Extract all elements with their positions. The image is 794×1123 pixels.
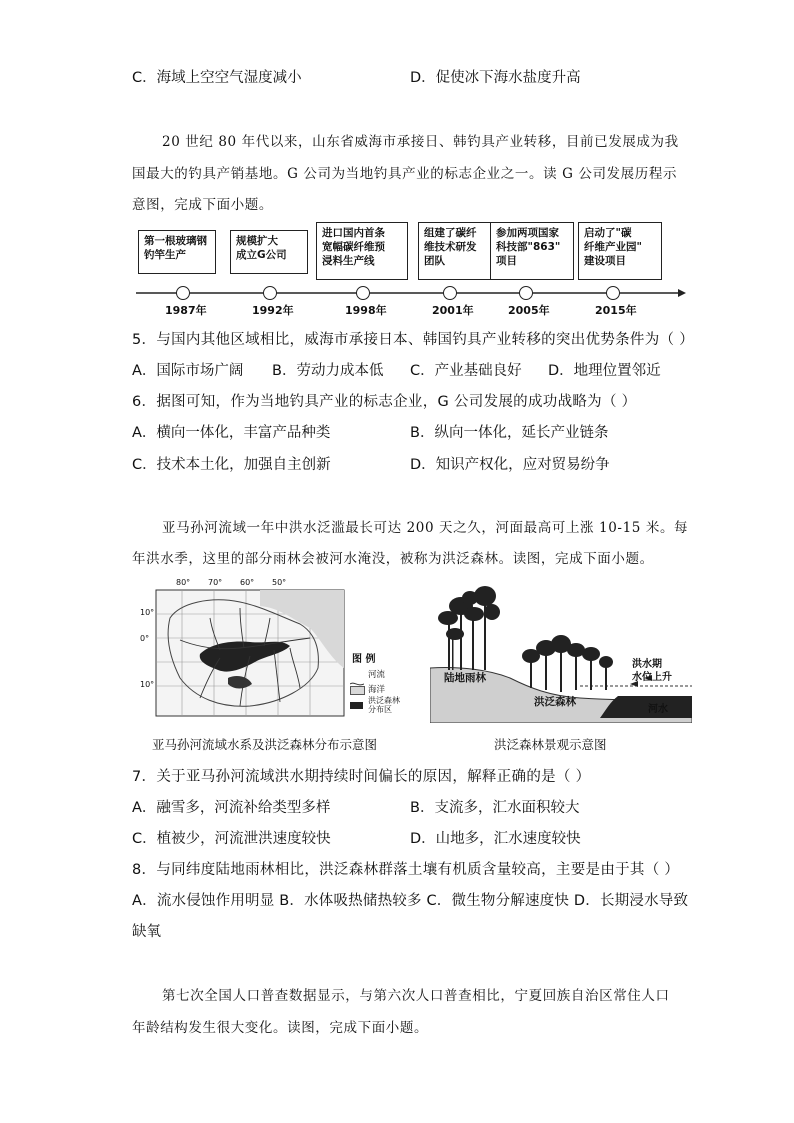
option-d: D．促使冰下海水盐度升高 [410, 70, 581, 86]
timeline-event-text: 建设项目 [584, 255, 626, 267]
option-c: C．海域上空空气湿度减小 [132, 70, 302, 86]
timeline-node [519, 286, 533, 300]
amazon-map [140, 578, 400, 720]
map-longitude-label: 50° [272, 578, 287, 587]
flood-forest-landscape [430, 578, 692, 723]
label-flood-period-line2: 水位上升 [632, 672, 672, 683]
timeline-event-box [578, 222, 662, 280]
timeline-year: 1987年 [165, 304, 207, 317]
legend-forest-label-line2: 分布区 [368, 705, 392, 714]
map-longitude-label: 60° [240, 578, 255, 587]
question-5-stem: 5．与国内其他区域相比，威海市承接日本、韩国钓具产业转移的突出优势条件为（ ） [132, 332, 695, 348]
timeline-year: 2001年 [432, 304, 474, 317]
timeline-event-text: 规模扩大 [236, 235, 278, 247]
timeline-node [606, 286, 620, 300]
question-6-stem: 6．据图可知，作为当地钓具产业的标志企业，G 公司发展的成功战略为（ ） [132, 394, 637, 410]
timeline-figure [130, 222, 690, 322]
timeline-event-box [138, 230, 216, 274]
label-flood-period [632, 658, 672, 684]
timeline-event-text: 成立G公司 [236, 249, 287, 261]
legend-ocean-swatch [350, 686, 365, 695]
timeline-event-box [316, 222, 408, 280]
question-7-stem: 7．关于亚马孙河流域洪水期持续时间偏长的原因，解释正确的是（ ） [132, 769, 591, 785]
timeline-event-text: 维技术研发 [424, 241, 477, 253]
timeline-event-text: 第一根玻璃钢 [144, 235, 207, 247]
timeline-event-text: 科技部"863" [496, 241, 561, 253]
label-river-water: 河水 [648, 704, 668, 715]
timeline-node [356, 286, 370, 300]
intro-paragraph-1: 20 世纪 80 年代以来，山东省威海市承接日、韩钓具产业转移，目前已发展成为我 [162, 134, 679, 150]
question-8-option-d-wrap: 缺氧 [132, 924, 161, 940]
timeline-year: 1992年 [252, 304, 294, 317]
question-8-stem: 8．与同纬度陆地雨林相比，洪泛森林群落土壤有机质含量较高，主要是由于其（ ） [132, 862, 680, 878]
intro-paragraph-2: 亚马孙河流域一年中洪水泛滥最长可达 200 天之久，河面最高可上涨 10-15 米。每 [162, 520, 689, 536]
timeline-node [176, 286, 190, 300]
legend-ocean-label: 海洋 [368, 685, 386, 695]
timeline-event-text: 钓竿生产 [144, 249, 186, 261]
legend-title: 图 例 [352, 654, 376, 665]
question-5-option-d: D．地理位置邻近 [548, 363, 661, 379]
timeline-node [263, 286, 277, 300]
timeline-event-text: 进口国内首条 [322, 227, 385, 239]
question-7-option-d: D．山地多，汇水速度较快 [410, 831, 581, 847]
timeline-year: 1998年 [345, 304, 387, 317]
map-longitude-label: 80° [176, 578, 191, 587]
legend-river-label: 河流 [368, 670, 386, 680]
timeline-year: 2005年 [508, 304, 550, 317]
question-6-option-b: B．纵向一体化，延长产业链条 [410, 425, 609, 441]
legend-river-icon [350, 672, 364, 678]
timeline-event-text: 项目 [496, 255, 517, 267]
legend-forest-label-line1: 洪泛森林 [368, 696, 400, 705]
timeline-event-text: 组建了碳纤 [424, 227, 477, 239]
question-5-option-b: B．劳动力成本低 [272, 363, 384, 379]
map-caption: 亚马孙河流域水系及洪泛森林分布示意图 [152, 737, 378, 752]
intro-paragraph-3-line2: 年龄结构发生很大变化。读图，完成下面小题。 [132, 1020, 429, 1036]
question-8-options: A．流水侵蚀作用明显 B．水体吸热储热较多 C．微生物分解速度快 D．长期浸水导致 [132, 893, 689, 909]
label-flood-forest: 洪泛森林 [534, 696, 576, 708]
intro-paragraph-2-line2: 年洪水季，这里的部分雨林会被河水淹没，被称为洪泛森林。读图，完成下面小题。 [132, 551, 654, 567]
timeline-event-text: 团队 [424, 255, 445, 267]
legend-forest-label [368, 696, 400, 714]
timeline-event-box [418, 222, 492, 280]
question-6-option-c: C．技术本土化，加强自主创新 [132, 457, 331, 473]
intro-paragraph-3: 第七次全国人口普查数据显示，与第六次人口普查相比，宁夏回族自治区常住人口 [162, 988, 670, 1004]
timeline-event-text: 参加两项国家 [496, 227, 559, 239]
timeline-event-text: 浸料生产线 [322, 255, 375, 267]
question-6-option-a: A．横向一体化，丰富产品种类 [132, 425, 331, 441]
landscape-caption: 洪泛森林景观示意图 [494, 737, 607, 752]
timeline-event-box [490, 222, 574, 280]
question-5-option-c: C．产业基础良好 [410, 363, 522, 379]
intro-paragraph-1-line2: 国最大的钓具产销基地。G 公司为当地钓具产业的标志企业之一。读 G 公司发展历程示 [132, 166, 678, 182]
timeline-event-text: 纤维产业园" [584, 241, 642, 253]
map-longitude-label: 70° [208, 578, 223, 587]
question-7-option-b: B．支流多，汇水面积较大 [410, 800, 580, 816]
label-flood-period-line1: 洪水期 [632, 659, 662, 670]
legend-forest-swatch [350, 702, 363, 709]
timeline-event-text: 宽幅碳纤维预 [322, 241, 385, 253]
map-latitude-label: 10° [140, 680, 155, 689]
question-7-option-c: C．植被少，河流泄洪速度较快 [132, 831, 331, 847]
map-latitude-label: 10° [140, 608, 155, 617]
timeline-event-text: 启动了"碳 [584, 227, 632, 239]
timeline-year: 2015年 [595, 304, 637, 317]
map-latitude-label: 0° [140, 634, 150, 643]
question-6-option-d: D．知识产权化，应对贸易纷争 [410, 457, 610, 473]
question-5-option-a: A．国际市场广阔 [132, 363, 244, 379]
timeline-event-box [230, 230, 308, 274]
intro-paragraph-1-line3: 意图，完成下面小题。 [132, 197, 273, 213]
question-7-option-a: A．融雪多，河流补给类型多样 [132, 800, 331, 816]
label-land-rainforest: 陆地雨林 [444, 672, 486, 684]
timeline-node [443, 286, 457, 300]
